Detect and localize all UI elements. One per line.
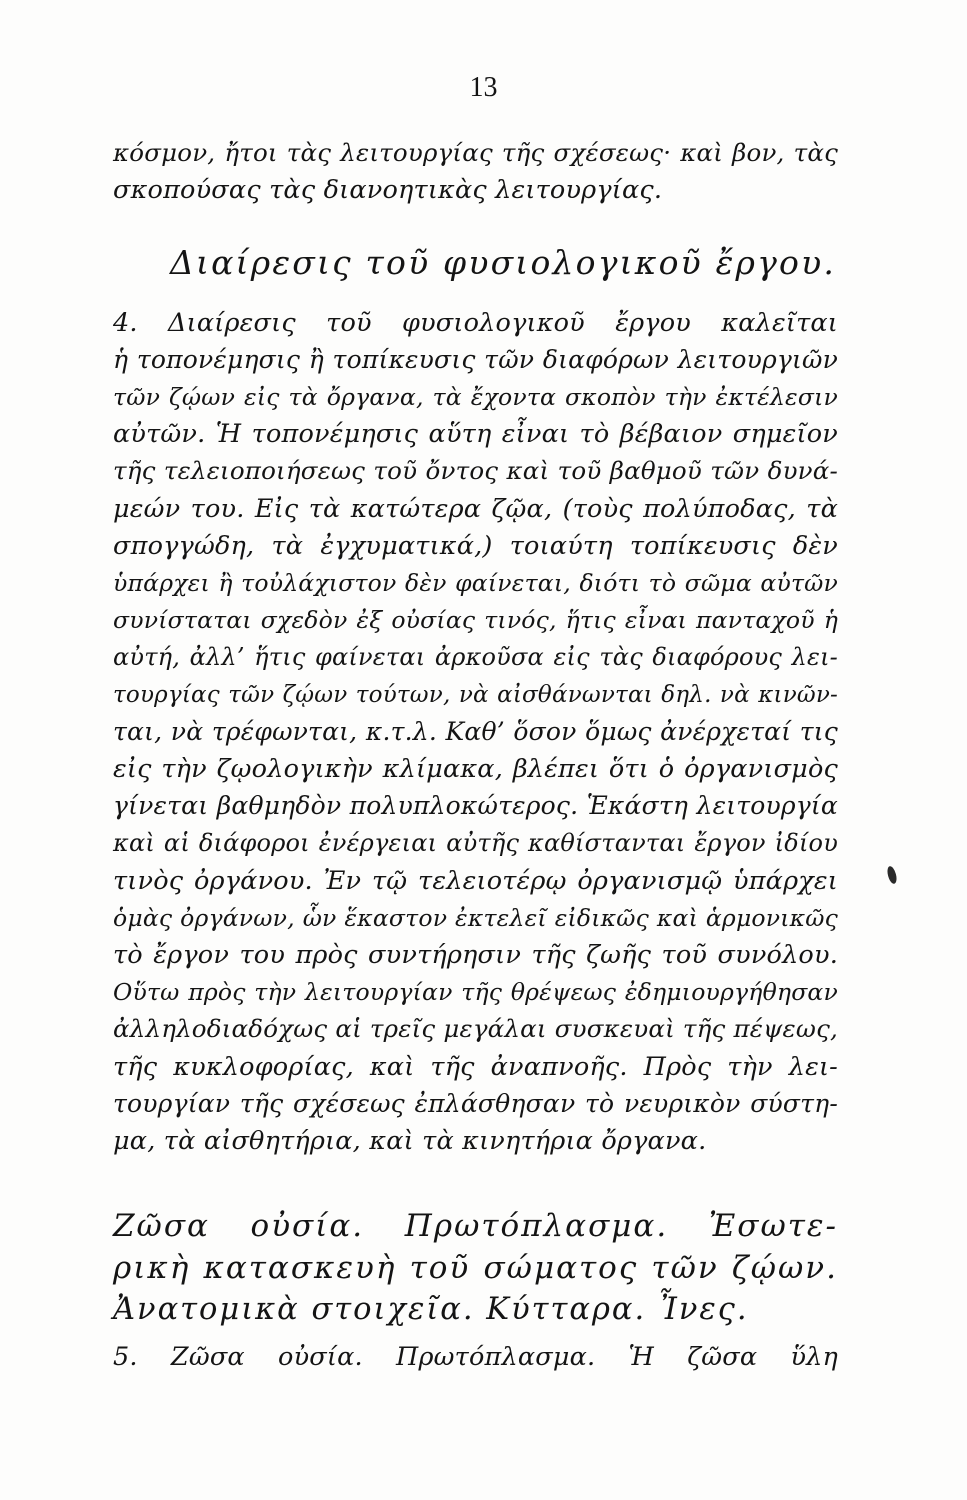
text-line: τουργίαν τῆς σχέσεως ἐπλάσθησαν τὸ νευρικὸν σύστη- bbox=[113, 1089, 838, 1118]
text-line: ται, νὰ τρέφωνται, κ.τ.λ. Καθ’ ὅσον ὅμως ἀνέρχεταί τις bbox=[113, 717, 838, 746]
subheading-line: Ἀνατομικὰ στοιχεῖα. Κύτταρα. Ἶνες. bbox=[113, 1292, 749, 1327]
text-line: τινὸς ὀργάνου. Ἐν τῷ τελειοτέρῳ ὀργανισμῷ ὑπάρχει bbox=[113, 866, 838, 896]
text-line: σπογγώδη, τὰ ἐγχυματικά,) τοιαύτη τοπίκευσις δὲν bbox=[113, 531, 838, 561]
page-number: 13 bbox=[469, 72, 498, 103]
text-line: καὶ αἱ διάφοροι ἐνέργειαι αὐτῆς καθίστανται ἔργον ἰδίου bbox=[113, 829, 838, 857]
text-line: τουργίας τῶν ζῴων τούτων, νὰ αἰσθάνωνται δηλ. νὰ κινῶν- bbox=[113, 682, 838, 708]
text-line: αὐτή, ἀλλ’ ἥτις φαίνεται ἀρκοῦσα εἰς τὰς διαφόρους λει- bbox=[113, 643, 838, 671]
text-line: 5. Ζῶσα οὐσία. Πρωτόπλασμα. Ἡ ζῶσα ὕλη bbox=[113, 1342, 838, 1372]
text-line: συνίσταται σχεδὸν ἐξ οὐσίας τινός, ἥτις εἶναι πανταχοῦ ἡ bbox=[113, 606, 838, 634]
text-line: 4. Διαίρεσις τοῦ φυσιολογικοῦ ἔργου καλεῖται bbox=[113, 308, 838, 338]
text-line: κόσμον, ἤτοι τὰς λειτουργίας τῆς σχέσεως· καὶ βον, τὰς bbox=[113, 138, 838, 167]
text-line: γίνεται βαθμηδὸν πολυπλοκώτερος. Ἑκάστη λειτουργία bbox=[113, 791, 838, 820]
text-line: αὐτῶν. Ἡ τοπονέμησις αὕτη εἶναι τὸ βέβαιον σημεῖον bbox=[113, 419, 838, 449]
text-line: εἰς τὴν ζῳολογικὴν κλίμακα, βλέπει ὅτι ὁ ὀργανισμὸς bbox=[113, 754, 838, 784]
text-line: ἀλληλοδιαδόχως αἱ τρεῖς μεγάλαι συσκευαὶ τῆς πέψεως, bbox=[113, 1014, 838, 1043]
text-line: τῆς τελειοποιήσεως τοῦ ὄντος καὶ τοῦ βαθμοῦ τῶν δυνά- bbox=[113, 456, 838, 485]
text-line: τῆς κυκλοφορίας, καὶ τῆς ἀναπνοῆς. Πρὸς τὴν λει- bbox=[113, 1052, 838, 1082]
ink-blot bbox=[886, 865, 898, 884]
text-line: σκοπούσας τὰς διανοητικὰς λειτουργίας. bbox=[113, 175, 663, 205]
text-line: ὁμὰς ὀργάνων, ὧν ἕκαστον ἐκτελεῖ εἰδικῶς καὶ ἁρμονικῶς bbox=[113, 904, 838, 932]
text-line: ὑπάρχει ἢ τοὐλάχιστον δὲν φαίνεται, διότι τὸ σῶμα αὐτῶν bbox=[113, 569, 838, 597]
subheading-line: ρικὴ κατασκευὴ τοῦ σώματος τῶν ζῴων. bbox=[113, 1250, 838, 1286]
text-line: μεών του. Εἰς τὰ κατώτερα ζῷα, (τοὺς πολύποδας, τὰ bbox=[113, 494, 838, 524]
text-line: τὸ ἔργον του πρὸς συντήρησιν τῆς ζωῆς τοῦ συνόλου. bbox=[113, 940, 838, 970]
subheading-line: Ζῶσα οὐσία. Πρωτόπλασμα. Ἐσωτε- bbox=[113, 1208, 838, 1244]
text-line: Οὕτω πρὸς τὴν λειτουργίαν τῆς θρέψεως ἐδημιουργήθησαν bbox=[113, 978, 838, 1006]
text-line: ἡ τοπονέμησις ἢ τοπίκευσις τῶν διαφόρων λειτουργιῶν bbox=[113, 345, 838, 374]
text-line: μα, τὰ αἰσθητήρια, καὶ τὰ κινητήρια ὄργανα. bbox=[113, 1126, 707, 1156]
text-line: τῶν ζῴων εἰς τὰ ὄργανα, τὰ ἔχοντα σκοπὸν τὴν ἐκτέλεσιν bbox=[113, 383, 838, 411]
section-heading: Διαίρεσις τοῦ φυσιολογικοῦ ἔργου. bbox=[170, 243, 837, 282]
